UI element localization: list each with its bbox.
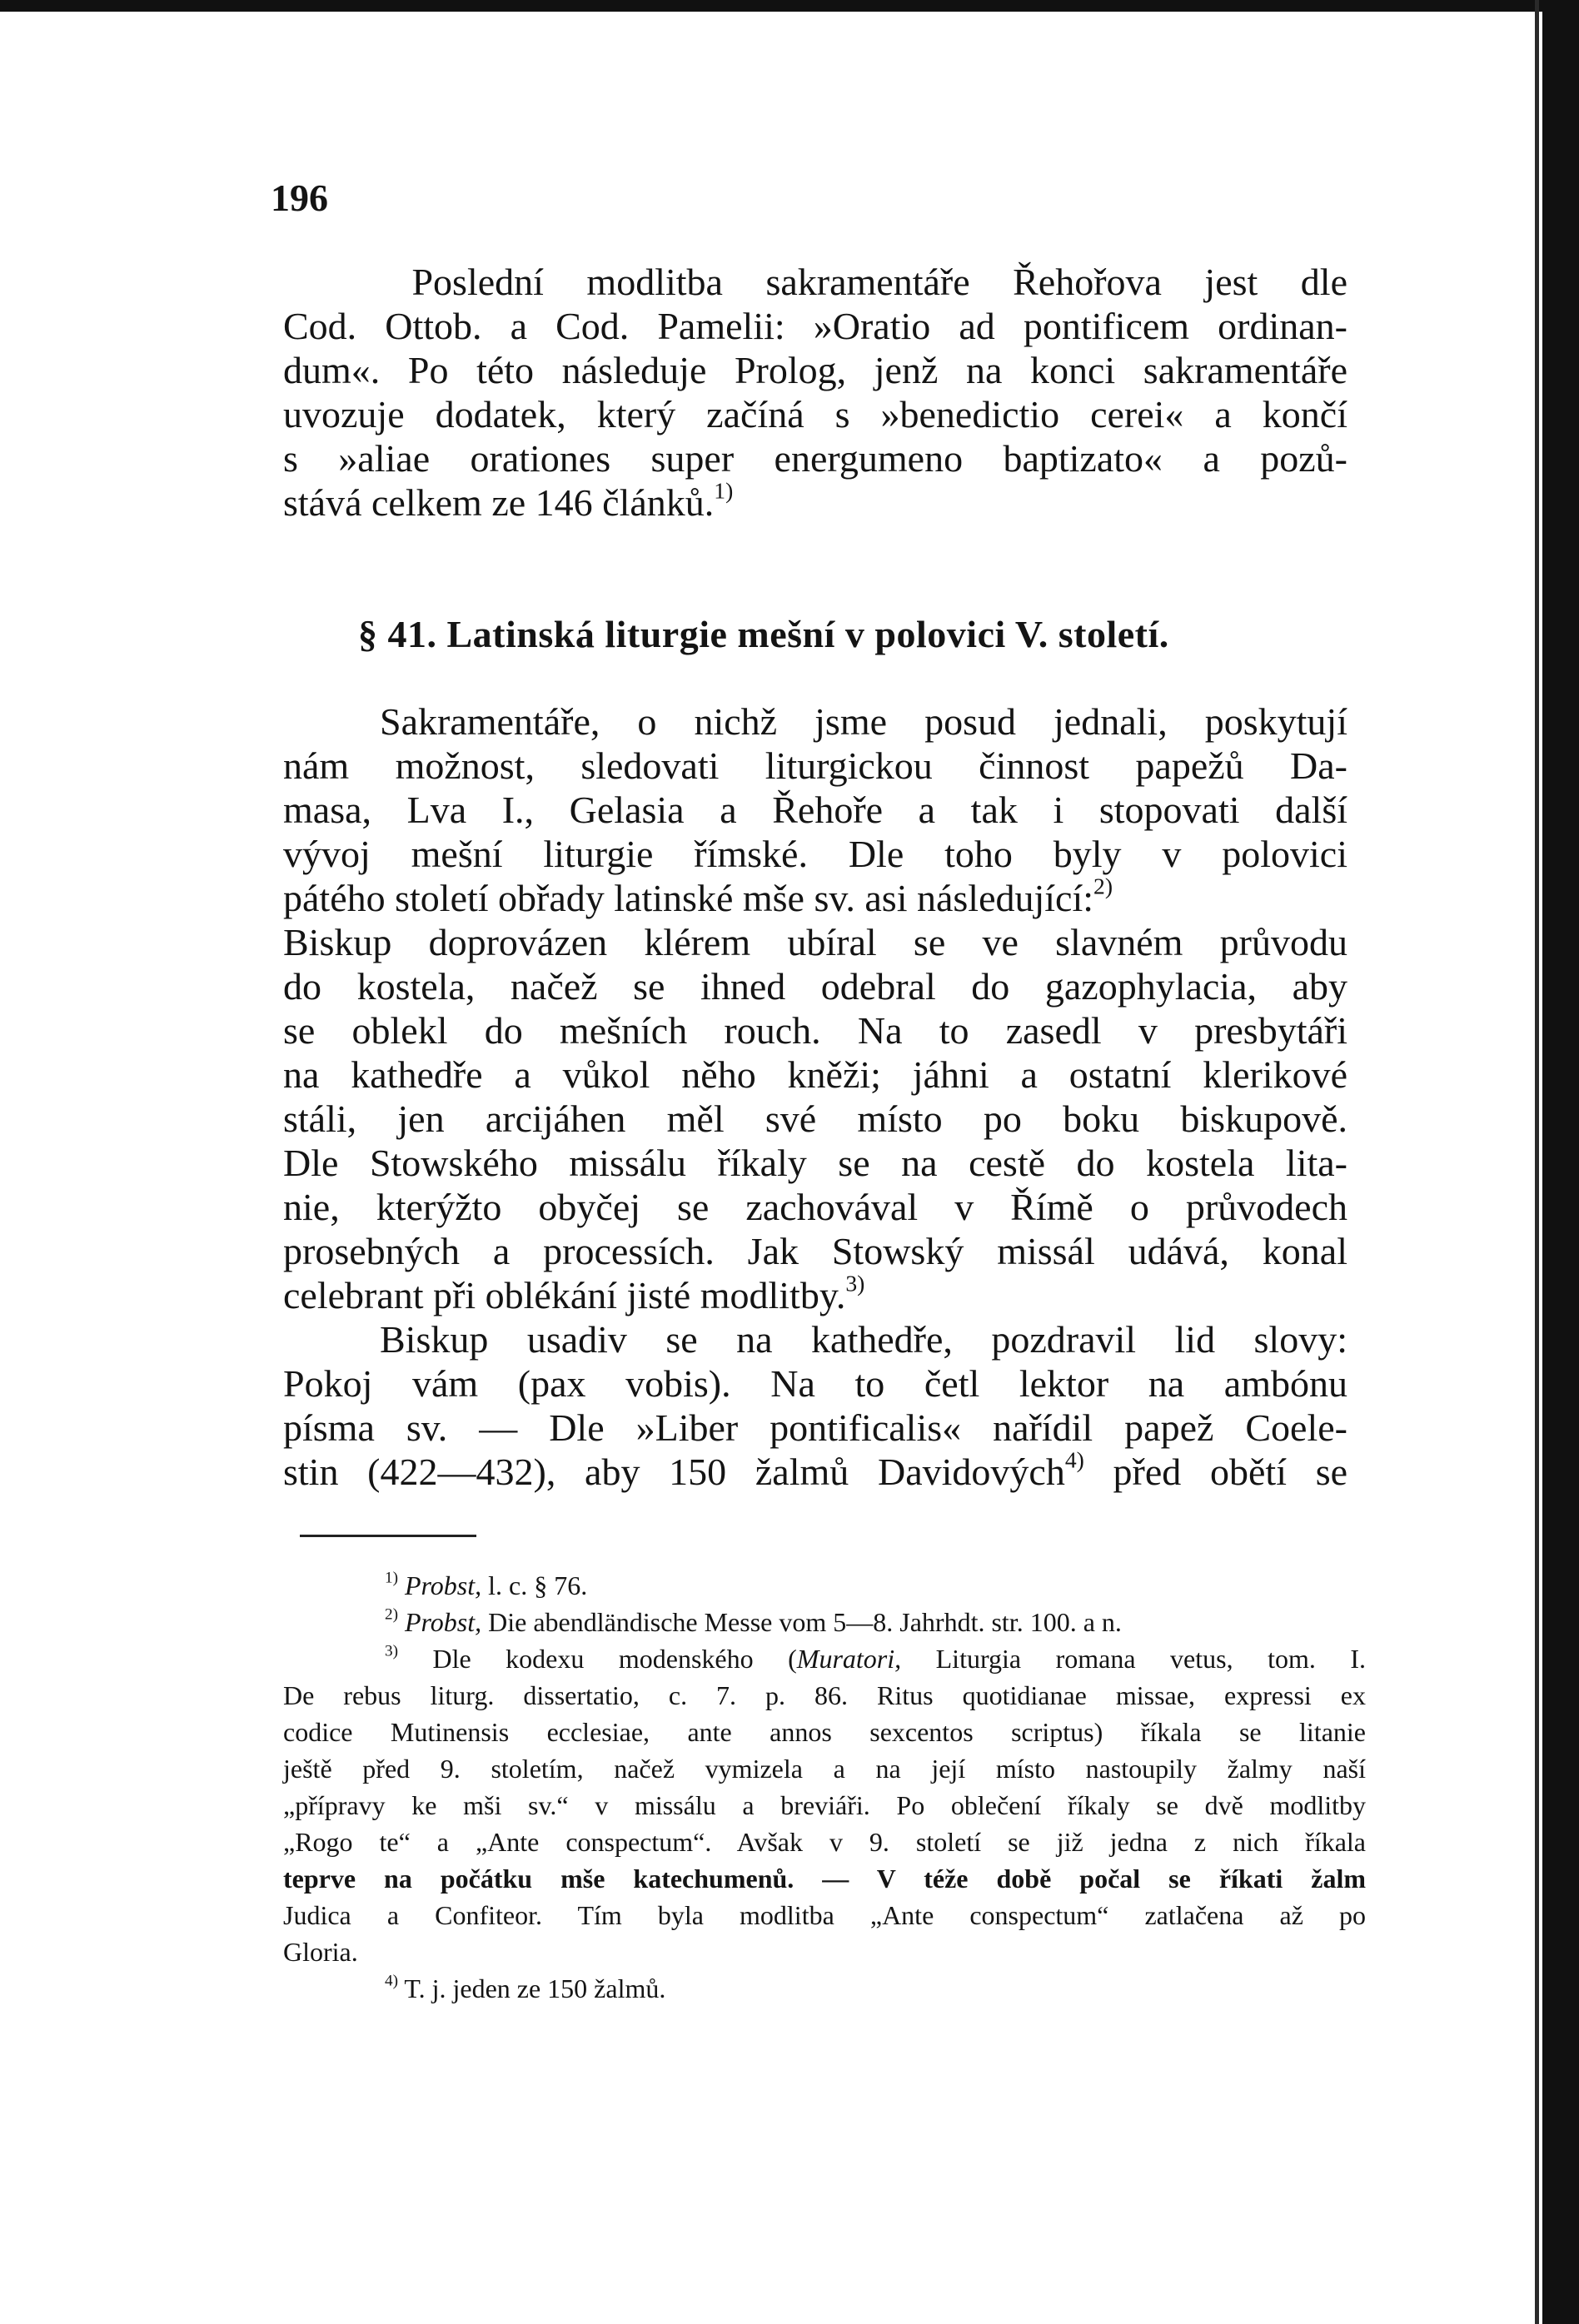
footnote-mark: 4) bbox=[385, 1972, 398, 1990]
body-line: stáli, jen arcijáhen měl své místo po boku biskupově. bbox=[283, 1097, 1347, 1140]
body-line: do kostela, načež se ihned odebral do gazophylacia, aby bbox=[283, 965, 1347, 1008]
body-line: se oblekl do mešních rouch. Na to zasedl v presbytáři bbox=[283, 1009, 1347, 1052]
footnotes bbox=[283, 1567, 1366, 2007]
body-line: nám možnost, sledovati liturgickou činnost papežů Da- bbox=[283, 744, 1347, 787]
footnote-ref-2: 2) bbox=[1093, 873, 1113, 899]
footnote-4: $^{4)}$ T. j. jeden ze 150 žalmů. bbox=[385, 1972, 666, 2003]
footnote-separator bbox=[300, 1535, 476, 1537]
footnote-mark: 3) bbox=[385, 1642, 398, 1660]
intro-line: Cod. Ottob. a Cod. Pamelii: »Oratio ad pontificem ordinan- bbox=[283, 305, 1347, 347]
footnote-author: Probst, bbox=[404, 1570, 482, 1600]
body-line: nie, kterýžto obyčej se zachovával v Římě o průvodech bbox=[283, 1186, 1347, 1228]
intro-line: s »aliae orationes super energumeno baptizato« a pozů- bbox=[283, 437, 1347, 480]
footnote-ref-4: 4) bbox=[1064, 1446, 1084, 1473]
body-line: pátého století obřady latinské mše sv. asi následující:$^{2)}$ bbox=[283, 873, 1113, 919]
body-line: vývoj mešní liturgie římské. Dle toho byly v polovici bbox=[283, 833, 1347, 875]
body-line: Sakramentáře, o nichž jsme posud jednali, poskytují bbox=[380, 700, 1347, 743]
body-line: Pokoj vám (pax vobis). Na to četl lektor na ambónu bbox=[283, 1362, 1347, 1405]
body-line: Biskup usadiv se na kathedře, pozdravil lid slovy: bbox=[380, 1318, 1347, 1361]
body-line: Dle Stowského missálu říkaly se na cestě do kostela lita- bbox=[283, 1142, 1347, 1184]
footnote-3-line: „přípravy ke mši sv.“ v missálu a breviáři. Po oblečení říkaly se dvě modlitby bbox=[283, 1790, 1366, 1820]
intro-line: dum«. Po této následuje Prolog, jenž na konci sakramentáře bbox=[283, 349, 1347, 391]
scan-right-edge bbox=[1542, 0, 1579, 2324]
body-text bbox=[283, 699, 1347, 1494]
body-line: Biskup doprovázen klérem ubíral se ve slavném průvodu bbox=[283, 921, 1347, 963]
body-line: na kathedře a vůkol něho kněži; jáhni a ostatní klerikové bbox=[283, 1053, 1347, 1096]
footnote-3-first-line: $^{3)}$ Dle kodexu modenského (Muratori, Liturgia romana vetus, tom. I. bbox=[385, 1642, 1367, 1674]
intro-line: stává celkem ze 146 článků. bbox=[283, 481, 715, 524]
scan-top-edge bbox=[0, 0, 1579, 12]
footnote-3-line: codice Mutinensis ecclesiae, ante annos sexcentos scriptus) říkala se litanie bbox=[283, 1717, 1366, 1747]
intro-line: Poslední modlitba sakramentáře Řehořova jest dle bbox=[283, 261, 1347, 303]
body-line: písma sv. — Dle »Liber pontificalis« nařídil papež Coele- bbox=[283, 1406, 1347, 1449]
footnote-3-line: „Rogo te“ a „Ante conspectum“. Avšak v 9. století se již jedna z nich říkala bbox=[283, 1827, 1366, 1857]
footnote-3-line: ještě před 9. stoletím, načež vymizela a na její místo nastoupily žalmy naší bbox=[283, 1754, 1366, 1784]
footnote-ref-3: 3) bbox=[845, 1270, 865, 1296]
footnote-ref-1: 1) bbox=[714, 477, 734, 504]
footnote-mark: 1) bbox=[385, 1569, 398, 1587]
footnote-3-line: teprve na počátku mše katechumenů. — V téže době počal se říkati žalm bbox=[283, 1864, 1366, 1894]
footnote-3-line: Gloria. bbox=[283, 1937, 358, 1967]
body-line: celebrant při oblékání jisté modlitby.$^{3)}$ bbox=[283, 1270, 865, 1316]
intro-last-line bbox=[283, 477, 1347, 525]
footnote-author: Probst, bbox=[404, 1607, 482, 1637]
intro-paragraph bbox=[283, 260, 1347, 525]
section-heading: § 41. Latinská liturgie mešní v polovici V. století. bbox=[358, 613, 1169, 655]
footnote-3-line: Judica a Confiteor. Tím byla modlitba „Ante conspectum“ zatlačena až po bbox=[283, 1900, 1366, 1930]
footnote-mark: 2) bbox=[385, 1605, 398, 1624]
body-line: masa, Lva I., Gelasia a Řehoře a tak i stopovati další bbox=[283, 789, 1347, 831]
footnote-1: $^{1)}$ Probst, l. c. § 76. bbox=[385, 1569, 588, 1600]
page-number: 196 bbox=[271, 177, 328, 219]
footnote-3-line: De rebus liturg. dissertatio, c. 7. p. 86. Ritus quotidianae missae, expressi ex bbox=[283, 1680, 1366, 1710]
intro-line: uvozuje dodatek, který začíná s »benedictio cerei« a končí bbox=[283, 393, 1347, 435]
footnote-author: Muratori, bbox=[796, 1644, 902, 1674]
scan-right-edge-line bbox=[1535, 0, 1539, 2324]
footnote-2: $^{2)}$ Probst, Die abendländische Messe vom 5—8. Jahrhdt. str. 100. a n. bbox=[385, 1605, 1122, 1637]
body-line: prosebných a processích. Jak Stowský missál udává, konal bbox=[283, 1230, 1347, 1272]
body-line: stin (422—432), aby 150 žalmů Davidových$^{4)}$ před obětí se bbox=[283, 1446, 1348, 1493]
